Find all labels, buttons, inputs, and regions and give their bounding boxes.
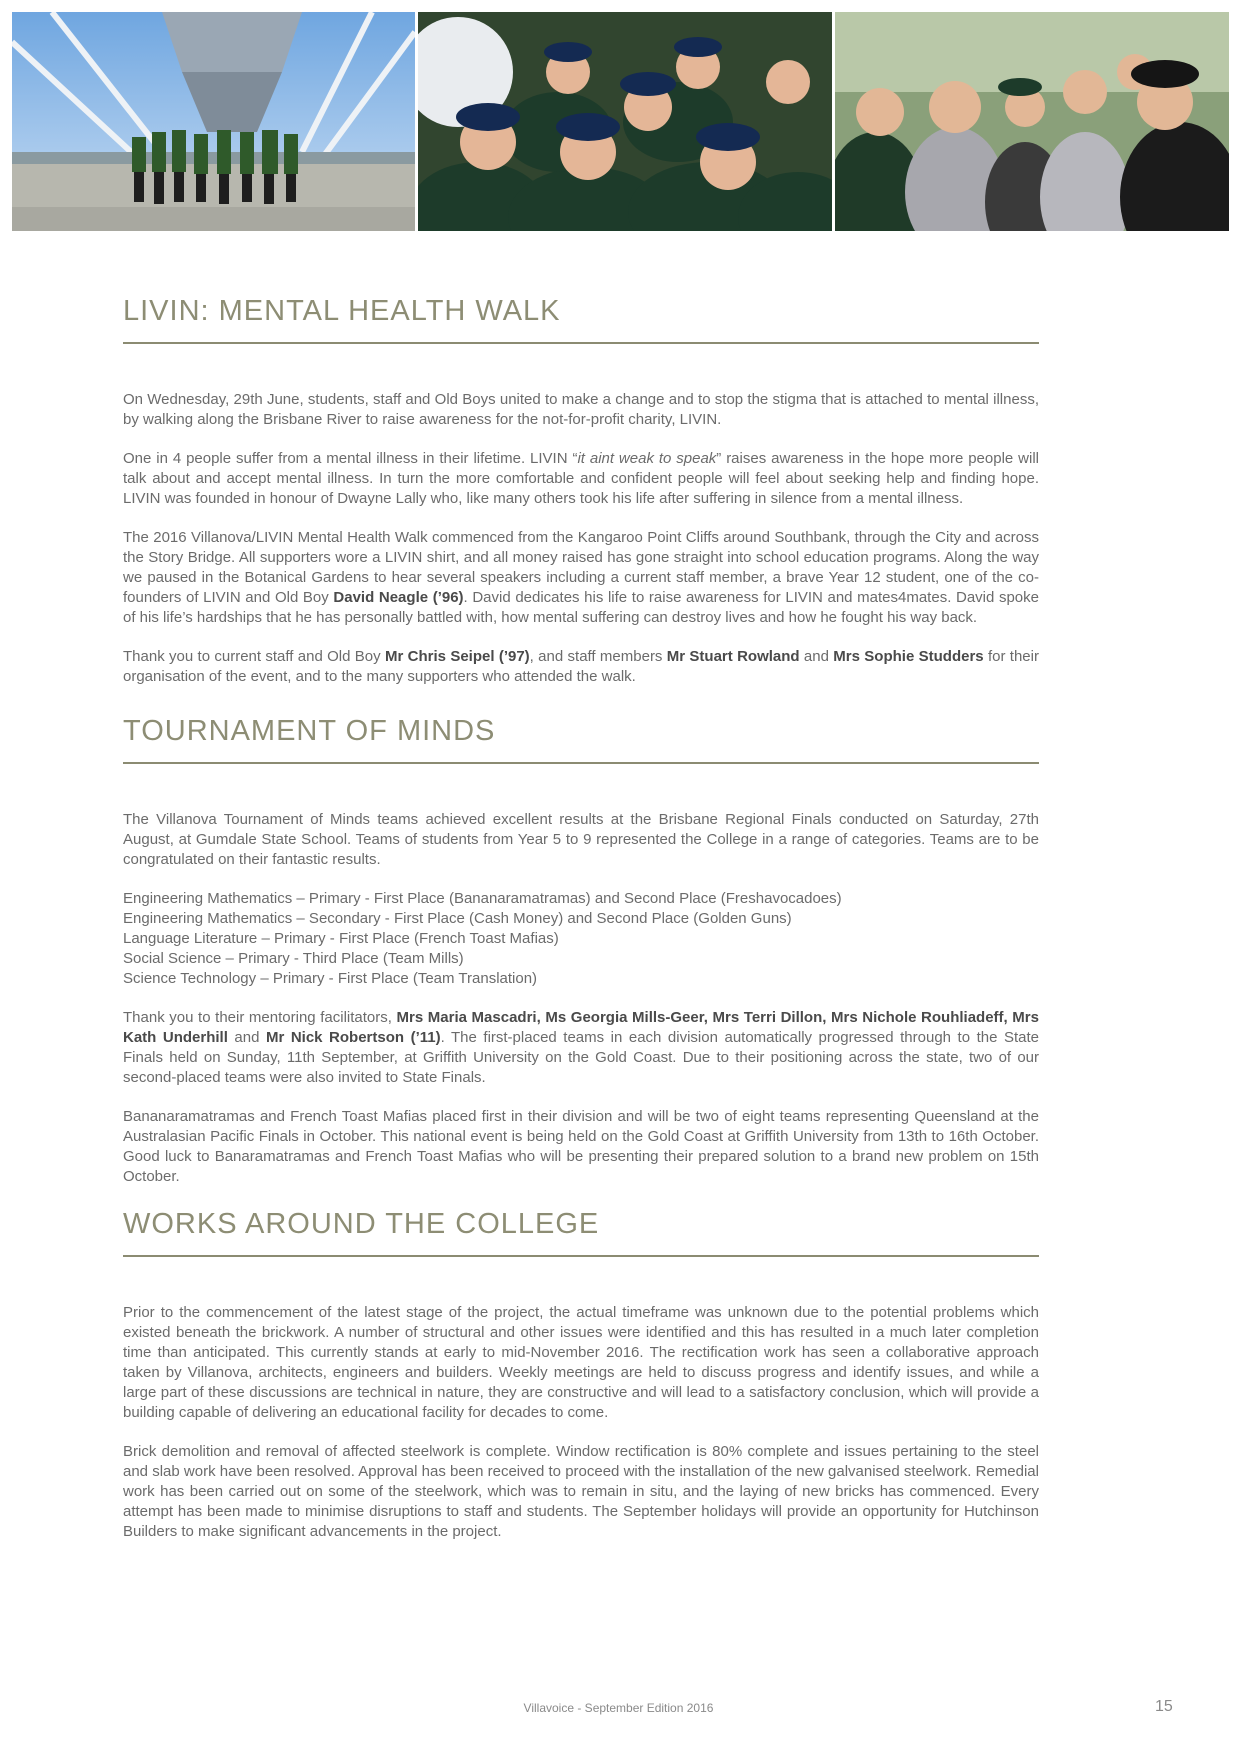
paragraph: One in 4 people suffer from a mental illness in their lifetime. LIVIN “it aint weak to speak” raises awareness in the hope more people will talk about and accept mental illness. In turn the more comfortable and confident people will feel about seeking help and finding hope. LIVIN was founded in honour of Dwayne Lally who, like many others took his life after suffering in silence from a mental illness. <box>123 449 1039 507</box>
page-number: 15 <box>1155 1698 1173 1715</box>
livin-section <box>123 296 1039 687</box>
list-item: Social Science – Primary - Third Place (Team Mills) <box>123 949 464 967</box>
paragraph: Bananaramatramas and French Toast Mafias placed first in their division and will be two of eight teams representing Queensland at the Australasian Pacific Finals in October. This national event is being held on the Gold Coast at Griffith University from 13th to 16th October. Good luck to Banaramatramas and French Toast Mafias who will be presenting their prepared solution to a brand new problem on 15th October. <box>123 1107 1039 1185</box>
bridge-walk-photo <box>12 12 415 231</box>
section-divider <box>123 1255 1039 1257</box>
photo-strip <box>12 12 1229 231</box>
paragraph: Thank you to their mentoring facilitators, Mrs Maria Mascadri, Ms Georgia Mills-Geer, Mrs Terri Dillon, Mrs Nichole Rouhliadeff, Mrs Kath Underhill and Mr Nick Robertson (’11). The first-placed teams in each division automatically progressed through to the State Finals held on Sunday, 11th September, at Griffith University on the Gold Coast. Due to their positioning across the state, two of our second-placed teams were also invited to State Finals. <box>123 1008 1039 1086</box>
paragraph: The Villanova Tournament of Minds teams achieved excellent results at the Brisbane Regional Finals conducted on Saturday, 27th August, at Gumdale State School. Teams of students from Year 5 to 9 represented the College in a range of categories. Teams are to be congratulated on their fantastic results. <box>123 810 1039 868</box>
list-item: Science Technology – Primary - First Place (Team Translation) <box>123 969 538 987</box>
tournament-section <box>123 716 1039 1187</box>
list-item: Language Literature – Primary - First Place (French Toast Mafias) <box>123 929 559 947</box>
section-title-works: WORKS AROUND THE COLLEGE <box>123 1207 600 1240</box>
paragraph: Thank you to current staff and Old Boy Mr Chris Seipel (’97), and staff members Mr Stuart Rowland and Mrs Sophie Studders for their organisation of the event, and to the many supporters who attended the walk. <box>123 647 1039 685</box>
speaker-crowd-photo <box>835 12 1229 231</box>
section-title-livin: LIVIN: MENTAL HEALTH WALK <box>123 295 561 327</box>
list-item: Engineering Mathematics – Secondary - First Place (Cash Money) and Second Place (Golden Guns) <box>123 909 792 927</box>
section-divider <box>123 342 1039 344</box>
students-in-caps-photo <box>418 12 832 231</box>
paragraph: On Wednesday, 29th June, students, staff and Old Boys united to make a change and to stop the stigma that is attached to mental illness, by walking along the Brisbane River to raise awareness for the not-for-profit charity, LIVIN. <box>123 390 1039 428</box>
paragraph: Prior to the commencement of the latest stage of the project, the actual timeframe was unknown due to the potential problems which existed beneath the brickwork. A number of structural and other issues were identified and this has resulted in a much later completion time than anticipated. This currently stands at early to mid-November 2016. The rectification work has seen a collaborative approach taken by Villanova, architects, engineers and builders. Weekly meetings are held to discuss progress and identify issues, and while a large part of these discussions are technical in nature, they are constructive and will lead to a satisfactory conclusion, which will provide a building capable of delivering an educational facility for decades to come. <box>123 1303 1039 1421</box>
section-title-tournament: TOURNAMENT OF MINDS <box>123 714 496 747</box>
paragraph: Brick demolition and removal of affected steelwork is complete. Window rectification is 80% complete and issues pertaining to the steel and slab work have been resolved. Approval has been received to proceed with the installation of the new galvanised steelwork. Remedial work has been carried out on some of the steelwork, which was to remain in situ, and the laying of new bricks has commenced. Every attempt has been made to minimise disruptions to staff and students. The September holidays will provide an opportunity for Hutchinson Builders to make significant advancements in the project. <box>123 1442 1039 1540</box>
section-divider <box>123 762 1039 764</box>
works-section <box>123 1209 1039 1542</box>
paragraph: The 2016 Villanova/LIVIN Mental Health Walk commenced from the Kangaroo Point Cliffs around Southbank, through the City and across the Story Bridge. All supporters wore a LIVIN shirt, and all money raised has gone straight into school education programs. Along the way we paused in the Botanical Gardens to hear several speakers including a current staff member, a brave Year 12 student, one of the co-founders of LIVIN and Old Boy David Neagle (’96). David dedicates his life to raise awareness for LIVIN and mates4mates. David spoke of his life’s hardships that he has personally battled with, how mental suffering can destroy lives and how he fought his way back. <box>123 528 1039 626</box>
article-content <box>123 296 1039 1561</box>
results-list <box>123 889 1039 989</box>
list-item: Engineering Mathematics – Primary - First Place (Bananaramatramas) and Second Place (Freshavocadoes) <box>123 889 842 907</box>
footer-publication: Villavoice - September Edition 2016 <box>523 1701 714 1715</box>
